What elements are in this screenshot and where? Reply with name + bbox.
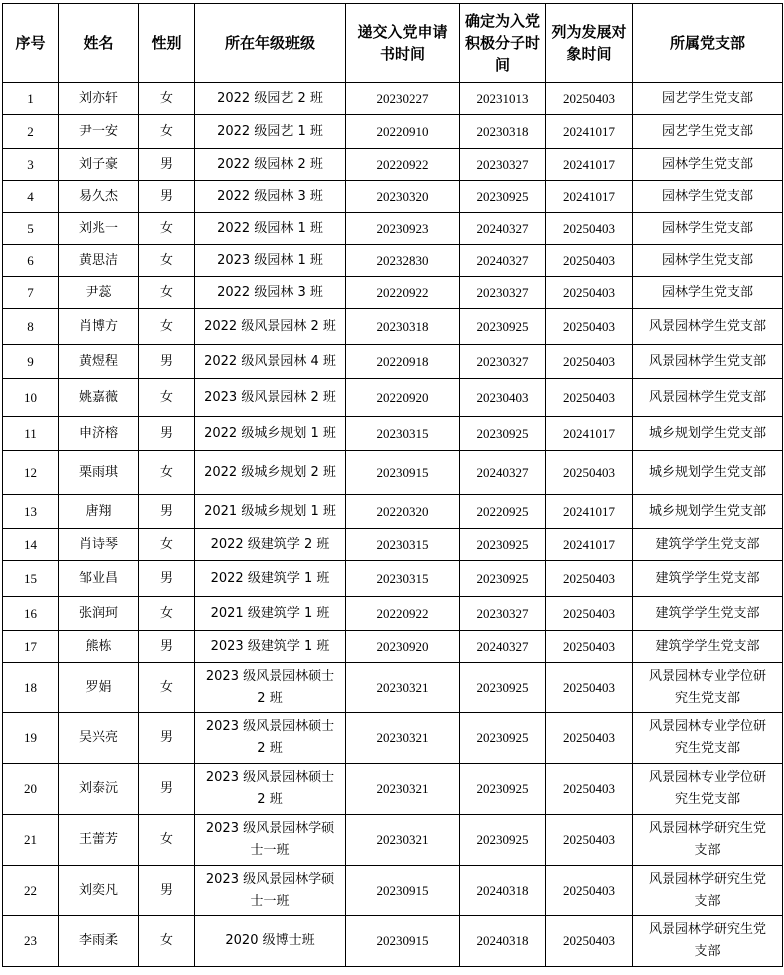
gender: 男 xyxy=(139,764,195,815)
header-party-branch: 所属党支部 xyxy=(633,4,783,83)
row-index: 2 xyxy=(3,115,59,149)
row-index: 17 xyxy=(3,631,59,663)
application-date: 20220910 xyxy=(346,115,460,149)
activist-date: 20230925 xyxy=(460,181,546,213)
gender: 女 xyxy=(139,597,195,631)
table-row xyxy=(3,277,783,309)
table-row xyxy=(3,115,783,149)
table-row xyxy=(3,561,783,597)
gender: 女 xyxy=(139,245,195,277)
row-index: 8 xyxy=(3,309,59,345)
student-name: 易久杰 xyxy=(59,181,139,213)
application-date: 20230315 xyxy=(346,529,460,561)
student-name: 吴兴亮 xyxy=(59,713,139,764)
activist-date: 20230925 xyxy=(460,309,546,345)
gender: 男 xyxy=(139,561,195,597)
application-date: 20220918 xyxy=(346,345,460,379)
candidate-date: 20250403 xyxy=(546,213,633,245)
row-index: 3 xyxy=(3,149,59,181)
gender: 男 xyxy=(139,345,195,379)
activist-date: 20240318 xyxy=(460,866,546,916)
candidate-date: 20250403 xyxy=(546,277,633,309)
student-name: 刘亦轩 xyxy=(59,83,139,115)
row-index: 10 xyxy=(3,379,59,417)
row-index: 14 xyxy=(3,529,59,561)
party-branch: 城乡规划学生党支部 xyxy=(633,495,783,529)
activist-date: 20220925 xyxy=(460,495,546,529)
candidate-date: 20250403 xyxy=(546,815,633,866)
row-index: 23 xyxy=(3,916,59,967)
party-branch: 风景园林学研究生党支部 xyxy=(633,815,783,866)
row-index: 9 xyxy=(3,345,59,379)
header-class: 所在年级班级 xyxy=(195,4,346,83)
activist-date: 20230327 xyxy=(460,345,546,379)
party-branch: 风景园林学研究生党支部 xyxy=(633,916,783,967)
application-date: 20230321 xyxy=(346,663,460,713)
application-date: 20230321 xyxy=(346,764,460,815)
candidate-date: 20250403 xyxy=(546,866,633,916)
activist-date: 20230925 xyxy=(460,529,546,561)
development-roster-table xyxy=(2,3,783,967)
party-branch: 风景园林学生党支部 xyxy=(633,345,783,379)
candidate-date: 20250403 xyxy=(546,713,633,764)
activist-date: 20230925 xyxy=(460,815,546,866)
row-index: 6 xyxy=(3,245,59,277)
grade-class: 2023 级建筑学 1 班 xyxy=(195,631,346,663)
activist-date: 20231013 xyxy=(460,83,546,115)
row-index: 18 xyxy=(3,663,59,713)
application-date: 20230321 xyxy=(346,713,460,764)
header-activist-date: 确定为入党积极分子时间 xyxy=(460,4,546,83)
grade-class: 2022 级园艺 2 班 xyxy=(195,83,346,115)
activist-date: 20230925 xyxy=(460,713,546,764)
table-row xyxy=(3,495,783,529)
table-row xyxy=(3,181,783,213)
roster-body xyxy=(3,83,783,967)
student-name: 姚嘉薇 xyxy=(59,379,139,417)
table-row xyxy=(3,345,783,379)
party-branch: 城乡规划学生党支部 xyxy=(633,451,783,495)
party-branch: 建筑学学生党支部 xyxy=(633,631,783,663)
table-row xyxy=(3,213,783,245)
party-branch: 园艺学生党支部 xyxy=(633,83,783,115)
table-row xyxy=(3,866,783,916)
student-name: 李雨柔 xyxy=(59,916,139,967)
party-branch: 建筑学学生党支部 xyxy=(633,597,783,631)
row-index: 1 xyxy=(3,83,59,115)
grade-class: 2023 级风景园林学硕士一班 xyxy=(195,866,346,916)
activist-date: 20240327 xyxy=(460,631,546,663)
table-row xyxy=(3,451,783,495)
table-row xyxy=(3,309,783,345)
gender: 男 xyxy=(139,631,195,663)
gender: 女 xyxy=(139,115,195,149)
gender: 女 xyxy=(139,379,195,417)
party-branch: 园艺学生党支部 xyxy=(633,115,783,149)
grade-class: 2021 级建筑学 1 班 xyxy=(195,597,346,631)
header-row xyxy=(3,4,783,83)
candidate-date: 20250403 xyxy=(546,916,633,967)
party-branch: 风景园林专业学位研究生党支部 xyxy=(633,713,783,764)
table-row xyxy=(3,631,783,663)
table-row xyxy=(3,83,783,115)
row-index: 7 xyxy=(3,277,59,309)
application-date: 20232830 xyxy=(346,245,460,277)
activist-date: 20230925 xyxy=(460,561,546,597)
activist-date: 20230318 xyxy=(460,115,546,149)
student-name: 刘子豪 xyxy=(59,149,139,181)
grade-class: 2022 级园林 3 班 xyxy=(195,277,346,309)
application-date: 20220922 xyxy=(346,597,460,631)
grade-class: 2022 级风景园林 2 班 xyxy=(195,309,346,345)
gender: 女 xyxy=(139,309,195,345)
party-branch: 建筑学学生党支部 xyxy=(633,529,783,561)
grade-class: 2022 级建筑学 2 班 xyxy=(195,529,346,561)
header-candidate-date: 列为发展对象时间 xyxy=(546,4,633,83)
student-name: 刘泰沅 xyxy=(59,764,139,815)
row-index: 15 xyxy=(3,561,59,597)
party-branch: 园林学生党支部 xyxy=(633,277,783,309)
gender: 男 xyxy=(139,495,195,529)
application-date: 20220922 xyxy=(346,277,460,309)
grade-class: 2023 级风景园林 2 班 xyxy=(195,379,346,417)
grade-class: 2022 级园林 3 班 xyxy=(195,181,346,213)
application-date: 20230923 xyxy=(346,213,460,245)
application-date: 20220920 xyxy=(346,379,460,417)
row-index: 20 xyxy=(3,764,59,815)
application-date: 20230315 xyxy=(346,417,460,451)
candidate-date: 20250403 xyxy=(546,451,633,495)
student-name: 王蕾芳 xyxy=(59,815,139,866)
gender: 女 xyxy=(139,277,195,309)
party-branch: 风景园林专业学位研究生党支部 xyxy=(633,663,783,713)
application-date: 20230318 xyxy=(346,309,460,345)
activist-date: 20230925 xyxy=(460,417,546,451)
student-name: 栗雨琪 xyxy=(59,451,139,495)
party-branch: 风景园林学生党支部 xyxy=(633,379,783,417)
gender: 男 xyxy=(139,417,195,451)
gender: 女 xyxy=(139,815,195,866)
row-index: 16 xyxy=(3,597,59,631)
grade-class: 2023 级园林 1 班 xyxy=(195,245,346,277)
student-name: 刘奕凡 xyxy=(59,866,139,916)
row-index: 13 xyxy=(3,495,59,529)
grade-class: 2023 级风景园林硕士 2 班 xyxy=(195,663,346,713)
gender: 男 xyxy=(139,181,195,213)
gender: 女 xyxy=(139,83,195,115)
student-name: 肖诗琴 xyxy=(59,529,139,561)
candidate-date: 20250403 xyxy=(546,379,633,417)
application-date: 20230920 xyxy=(346,631,460,663)
grade-class: 2023 级风景园林硕士 2 班 xyxy=(195,713,346,764)
student-name: 邹业昌 xyxy=(59,561,139,597)
row-index: 4 xyxy=(3,181,59,213)
activist-date: 20230327 xyxy=(460,277,546,309)
gender: 女 xyxy=(139,529,195,561)
application-date: 20230321 xyxy=(346,815,460,866)
activist-date: 20240327 xyxy=(460,451,546,495)
candidate-date: 20250403 xyxy=(546,631,633,663)
gender: 女 xyxy=(139,451,195,495)
activist-date: 20230327 xyxy=(460,149,546,181)
application-date: 20230915 xyxy=(346,451,460,495)
party-branch: 园林学生党支部 xyxy=(633,181,783,213)
application-date: 20220922 xyxy=(346,149,460,181)
gender: 男 xyxy=(139,866,195,916)
grade-class: 2022 级园林 2 班 xyxy=(195,149,346,181)
table-row xyxy=(3,663,783,713)
application-date: 20230315 xyxy=(346,561,460,597)
candidate-date: 20250403 xyxy=(546,245,633,277)
application-date: 20230320 xyxy=(346,181,460,213)
candidate-date: 20241017 xyxy=(546,529,633,561)
candidate-date: 20250403 xyxy=(546,764,633,815)
table-row xyxy=(3,815,783,866)
row-index: 22 xyxy=(3,866,59,916)
table-row xyxy=(3,916,783,967)
gender: 男 xyxy=(139,713,195,764)
student-name: 熊栋 xyxy=(59,631,139,663)
student-name: 肖博方 xyxy=(59,309,139,345)
grade-class: 2022 级城乡规划 2 班 xyxy=(195,451,346,495)
student-name: 尹蕊 xyxy=(59,277,139,309)
header-index: 序号 xyxy=(3,4,59,83)
party-branch: 风景园林学生党支部 xyxy=(633,309,783,345)
activist-date: 20230403 xyxy=(460,379,546,417)
candidate-date: 20241017 xyxy=(546,115,633,149)
student-name: 张润珂 xyxy=(59,597,139,631)
party-branch: 园林学生党支部 xyxy=(633,245,783,277)
candidate-date: 20250403 xyxy=(546,597,633,631)
grade-class: 2022 级园林 1 班 xyxy=(195,213,346,245)
party-branch: 建筑学学生党支部 xyxy=(633,561,783,597)
grade-class: 2020 级博士班 xyxy=(195,916,346,967)
table-row xyxy=(3,417,783,451)
activist-date: 20230925 xyxy=(460,764,546,815)
student-name: 尹一安 xyxy=(59,115,139,149)
activist-date: 20230327 xyxy=(460,597,546,631)
activist-date: 20240327 xyxy=(460,245,546,277)
student-name: 刘兆一 xyxy=(59,213,139,245)
candidate-date: 20250403 xyxy=(546,309,633,345)
student-name: 黄思洁 xyxy=(59,245,139,277)
student-name: 黄煜程 xyxy=(59,345,139,379)
table-row xyxy=(3,245,783,277)
activist-date: 20230925 xyxy=(460,663,546,713)
row-index: 19 xyxy=(3,713,59,764)
gender: 男 xyxy=(139,149,195,181)
grade-class: 2022 级风景园林 4 班 xyxy=(195,345,346,379)
activist-date: 20240327 xyxy=(460,213,546,245)
grade-class: 2022 级建筑学 1 班 xyxy=(195,561,346,597)
application-date: 20230227 xyxy=(346,83,460,115)
candidate-date: 20250403 xyxy=(546,663,633,713)
candidate-date: 20241017 xyxy=(546,181,633,213)
gender: 女 xyxy=(139,213,195,245)
candidate-date: 20241017 xyxy=(546,417,633,451)
party-branch: 风景园林专业学位研究生党支部 xyxy=(633,764,783,815)
table-row xyxy=(3,149,783,181)
student-name: 申济榕 xyxy=(59,417,139,451)
application-date: 20220320 xyxy=(346,495,460,529)
table-row xyxy=(3,529,783,561)
candidate-date: 20250403 xyxy=(546,83,633,115)
grade-class: 2021 级城乡规划 1 班 xyxy=(195,495,346,529)
header-name: 姓名 xyxy=(59,4,139,83)
table-row xyxy=(3,597,783,631)
grade-class: 2022 级城乡规划 1 班 xyxy=(195,417,346,451)
candidate-date: 20250403 xyxy=(546,561,633,597)
party-branch: 城乡规划学生党支部 xyxy=(633,417,783,451)
row-index: 11 xyxy=(3,417,59,451)
grade-class: 2023 级风景园林学硕士一班 xyxy=(195,815,346,866)
candidate-date: 20250403 xyxy=(546,345,633,379)
student-name: 罗娟 xyxy=(59,663,139,713)
gender: 女 xyxy=(139,663,195,713)
table-row xyxy=(3,764,783,815)
gender: 女 xyxy=(139,916,195,967)
grade-class: 2023 级风景园林硕士 2 班 xyxy=(195,764,346,815)
student-name: 唐翔 xyxy=(59,495,139,529)
activist-date: 20240318 xyxy=(460,916,546,967)
header-gender: 性别 xyxy=(139,4,195,83)
row-index: 21 xyxy=(3,815,59,866)
candidate-date: 20241017 xyxy=(546,149,633,181)
table-row xyxy=(3,379,783,417)
header-application-date: 递交入党申请书时间 xyxy=(346,4,460,83)
application-date: 20230915 xyxy=(346,866,460,916)
party-branch: 风景园林学研究生党支部 xyxy=(633,866,783,916)
party-branch: 园林学生党支部 xyxy=(633,213,783,245)
party-branch: 园林学生党支部 xyxy=(633,149,783,181)
row-index: 5 xyxy=(3,213,59,245)
application-date: 20230915 xyxy=(346,916,460,967)
row-index: 12 xyxy=(3,451,59,495)
grade-class: 2022 级园艺 1 班 xyxy=(195,115,346,149)
table-row xyxy=(3,713,783,764)
candidate-date: 20241017 xyxy=(546,495,633,529)
